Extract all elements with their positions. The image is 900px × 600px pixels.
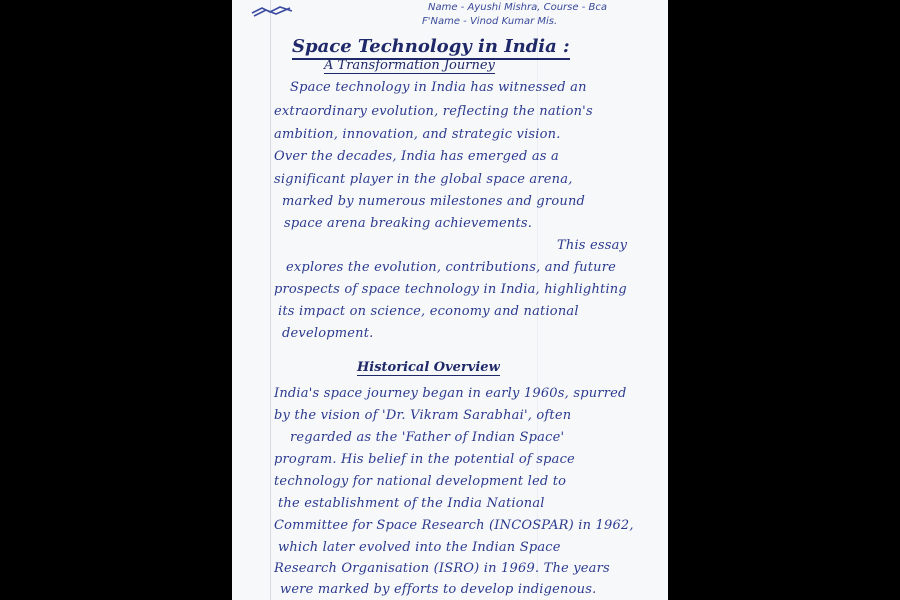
history-line: by the vision of 'Dr. Vikram Sarabhai', often bbox=[274, 408, 572, 423]
notebook-page bbox=[232, 0, 668, 600]
intro-line: extraordinary evolution, reflecting the nation's bbox=[274, 104, 593, 119]
margin-line bbox=[270, 0, 271, 600]
father-name: F'Name - Vinod Kumar Mis. bbox=[422, 16, 558, 27]
essay-line: its impact on science, economy and national bbox=[278, 304, 579, 319]
essay-line: development. bbox=[282, 326, 374, 341]
history-line: were marked by efforts to develop indigenous. bbox=[280, 582, 597, 597]
intro-line: space arena breaking achievements. bbox=[284, 216, 533, 231]
scribble-mark bbox=[250, 4, 294, 18]
intro-line: Over the decades, India has emerged as a bbox=[274, 149, 559, 164]
intro-line: Space technology in India has witnessed an bbox=[290, 80, 587, 95]
history-line: which later evolved into the Indian Space bbox=[278, 540, 561, 555]
history-line: program. His belief in the potential of space bbox=[274, 452, 575, 467]
history-line: Committee for Space Research (INCOSPAR) in 1962, bbox=[274, 518, 634, 533]
intro-line: ambition, innovation, and strategic vision. bbox=[274, 127, 561, 142]
history-line: regarded as the 'Father of Indian Space' bbox=[290, 430, 565, 445]
student-name: Name - Ayushi Mishra, Course - Bca bbox=[428, 2, 607, 13]
page-title: Space Technology in India : bbox=[292, 36, 570, 60]
page-subtitle: A Transformation Journey bbox=[324, 58, 495, 73]
intro-line: significant player in the global space arena, bbox=[274, 172, 573, 187]
history-line: technology for national development led to bbox=[274, 474, 567, 489]
essay-line: prospects of space technology in India, highlighting bbox=[274, 282, 627, 297]
essay-line: explores the evolution, contributions, and future bbox=[286, 260, 617, 275]
intro-line: marked by numerous milestones and ground bbox=[282, 194, 586, 209]
history-line: Research Organisation (ISRO) in 1969. The years bbox=[274, 561, 610, 576]
history-line: India's space journey began in early 1960s, spurred bbox=[274, 386, 627, 401]
history-line: the establishment of the India National bbox=[278, 496, 545, 511]
section-heading: Historical Overview bbox=[357, 360, 500, 375]
essay-line: This essay bbox=[557, 238, 628, 253]
